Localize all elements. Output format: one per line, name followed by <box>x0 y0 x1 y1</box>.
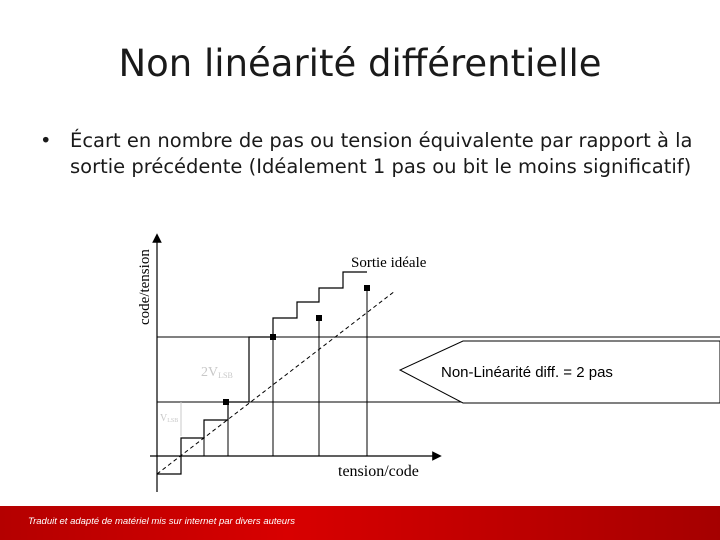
x-axis-label: tension/code <box>338 463 419 480</box>
y-axis-label: code/tension <box>137 249 153 325</box>
sample-point <box>316 315 322 321</box>
sample-point <box>270 334 276 340</box>
bullet-text: Écart en nombre de pas ou tension équivalente par rapport à la sortie précédente (Idéalement 1 pas ou bit le moins significatif) <box>70 129 693 178</box>
level-2v-label: 2VLSB <box>201 365 233 380</box>
level-v-label: VLSB <box>160 413 179 424</box>
callout-label: Non-Linéarité diff. = 2 pas <box>441 364 613 381</box>
staircase-transfer-function <box>157 272 367 474</box>
footer-bar <box>0 506 720 540</box>
ideal-output-label: Sortie idéale <box>351 255 427 271</box>
bullet-marker: • <box>40 129 52 152</box>
sample-point <box>364 285 370 291</box>
slide-title: Non linéarité différentielle <box>118 42 602 85</box>
sample-point <box>223 399 229 405</box>
footer-text: Traduit et adapté de matériel mis sur internet par divers auteurs <box>28 516 296 527</box>
